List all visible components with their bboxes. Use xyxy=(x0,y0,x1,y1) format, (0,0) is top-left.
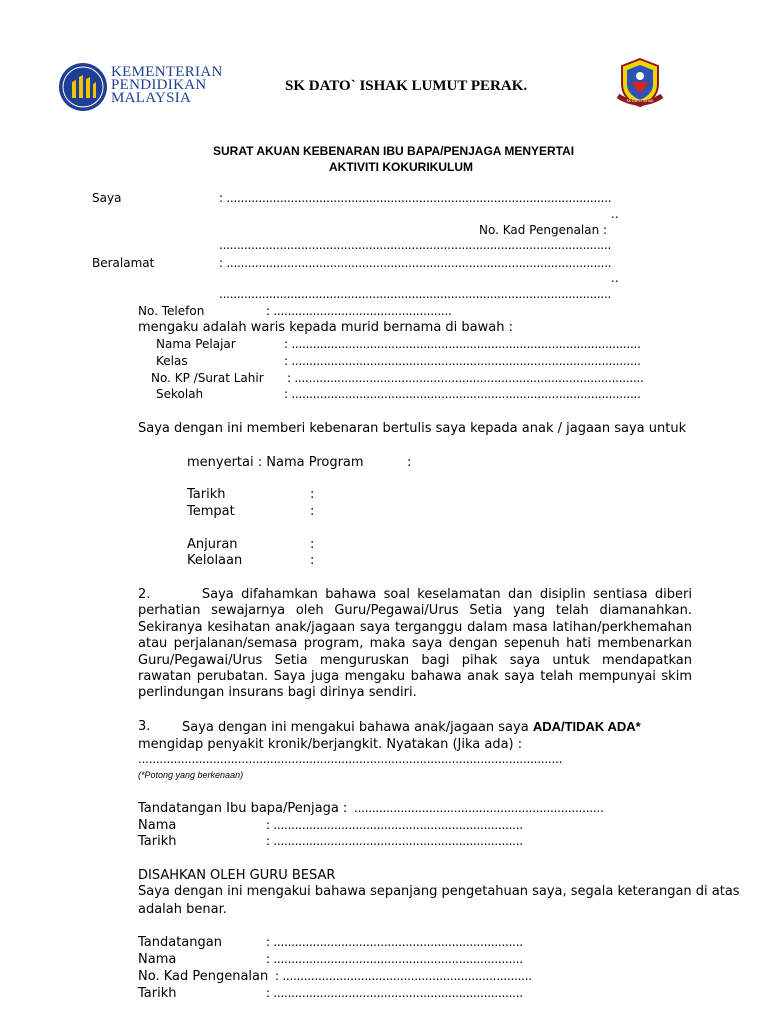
school-name: SK DATO` ISHAK LUMUT PERAK. xyxy=(285,78,528,94)
alamat-field: : ............................................................................................................ xyxy=(219,256,612,270)
hm-name-field: : ...................................................................... xyxy=(266,952,523,966)
alamat-label: Beralamat xyxy=(92,256,155,270)
hm-signature-label: Tandatangan xyxy=(138,935,222,950)
approval-heading: DISAHKAN OLEH GURU BESAR xyxy=(138,868,336,883)
permission-statement: Saya dengan ini memberi kebenaran bertulis saya kepada anak / jagaan saya untuk xyxy=(138,421,687,436)
hm-name-label: Nama xyxy=(138,952,177,967)
student-class-field: : .................................................................................................. xyxy=(284,354,641,368)
paragraph-2: 2. Saya difahamkan bahawa soal keselamatan dan disiplin sentiasa diberi perhatian sewajarnya oleh Guru/Pegawai/Urus Setia yang telah diamanahkan. Sekiranya kesihatan anak/jagaan saya terganggu dalam masa latihan/perkhemahan atau perjalanan/semasa program, maka saya dengan sepenuh hati membenarkan Guru/Pegawai/Urus Setia menguruskan bagi pihak saya untuk mendapatkan rawatan perubatan. Saya juga mengaku bahawa anak saya telah mempunyai skim perlindungan insurans bagi dirinya sendiri. xyxy=(138,587,692,701)
school-crest xyxy=(614,56,666,108)
parent-signature-field: ...................................................................... xyxy=(354,801,604,815)
phone-label: No. Telefon xyxy=(138,304,205,318)
program-place-colon: : xyxy=(310,504,315,519)
logo-line-2: PENDIDIKAN xyxy=(111,77,207,93)
hm-ic-label: No. Kad Pengenalan xyxy=(138,969,269,984)
student-name-label: Nama Pelajar xyxy=(156,337,236,351)
saya-field: : ............................................................................................................ xyxy=(219,191,612,205)
ministry-emblem-icon xyxy=(58,62,108,112)
illness-field: ....................................................................................................................... xyxy=(138,752,563,766)
hm-date-field: : ...................................................................... xyxy=(266,986,523,1000)
ic-field: .............................................................................................................. xyxy=(219,238,612,252)
program-name-colon: : xyxy=(407,455,412,470)
logo-line-3: MALAYSIA xyxy=(111,90,192,106)
letter-title-line-2: AKTIVITI KOKURIKULUM xyxy=(329,160,473,174)
paragraph-3-number: 3. xyxy=(138,719,151,734)
ic-label: No. Kad Pengenalan : xyxy=(479,223,608,237)
ada-tidak-ada: ADA/TIDAK ADA* xyxy=(532,719,641,734)
program-date-label: Tarikh xyxy=(187,487,226,502)
student-school-field: : .................................................................................................. xyxy=(284,387,641,401)
student-kp-label: No. KP /Surat Lahir xyxy=(151,371,264,385)
logo-line-1: KEMENTERIAN xyxy=(111,64,223,80)
approval-text-line-1: Saya dengan ini mengakui bahawa sepanjang pengetahuan saya, segala keterangan di atas xyxy=(138,884,740,899)
program-managed-label: Kelolaan xyxy=(187,553,243,568)
program-managed-colon: : xyxy=(310,553,315,568)
alamat-field-cont: .. xyxy=(611,271,619,285)
ministry-logo xyxy=(58,62,223,112)
saya-label: Saya xyxy=(92,191,122,205)
program-date-colon: : xyxy=(310,487,315,502)
hm-ic-field: : ...................................................................... xyxy=(275,969,532,983)
school-crest-icon xyxy=(614,56,666,108)
parent-date-label: Tarikh xyxy=(138,834,177,849)
parent-signature-label: Tandatangan Ibu bapa/Penjaga : xyxy=(138,801,348,816)
program-organizer-colon: : xyxy=(310,537,315,552)
saya-field-cont: .. xyxy=(611,207,619,221)
letter-title-line-1: SURAT AKUAN KEBENARAN IBU BAPA/PENJAGA MENYERTAI xyxy=(213,144,575,158)
crest-label: SK DATO ISHAK xyxy=(626,99,654,103)
approval-text-line-2: adalah benar. xyxy=(138,902,227,917)
program-place-label: Tempat xyxy=(187,504,235,519)
student-kp-field: : .................................................................................................. xyxy=(287,371,644,385)
alamat-field-line: .............................................................................................................. xyxy=(219,287,612,301)
student-name-field: : .................................................................................................. xyxy=(284,337,641,351)
waris-statement: mengaku adalah waris kepada murid bernama di bawah : xyxy=(138,320,513,335)
paragraph-3-line-1 xyxy=(182,719,641,735)
phone-field: : .................................................. xyxy=(266,304,452,318)
hm-date-label: Tarikh xyxy=(138,986,177,1001)
parent-name-field: : ...................................................................... xyxy=(266,818,523,832)
parent-date-field: : ...................................................................... xyxy=(266,834,523,848)
parent-name-label: Nama xyxy=(138,818,177,833)
program-organizer-label: Anjuran xyxy=(187,537,238,552)
hm-signature-field: : ...................................................................... xyxy=(266,935,523,949)
student-school-label: Sekolah xyxy=(156,387,204,401)
paragraph-3-text: Saya dengan ini mengakui bahawa anak/jagaan saya xyxy=(182,720,533,735)
program-name-label: menyertai : Nama Program xyxy=(187,455,364,470)
strike-note: (*Potong yang berkenaan) xyxy=(138,770,244,780)
student-class-label: Kelas xyxy=(156,354,188,368)
paragraph-3-line-2: mengidap penyakit kronik/berjangkit. Nyatakan (Jika ada) : xyxy=(138,737,523,752)
